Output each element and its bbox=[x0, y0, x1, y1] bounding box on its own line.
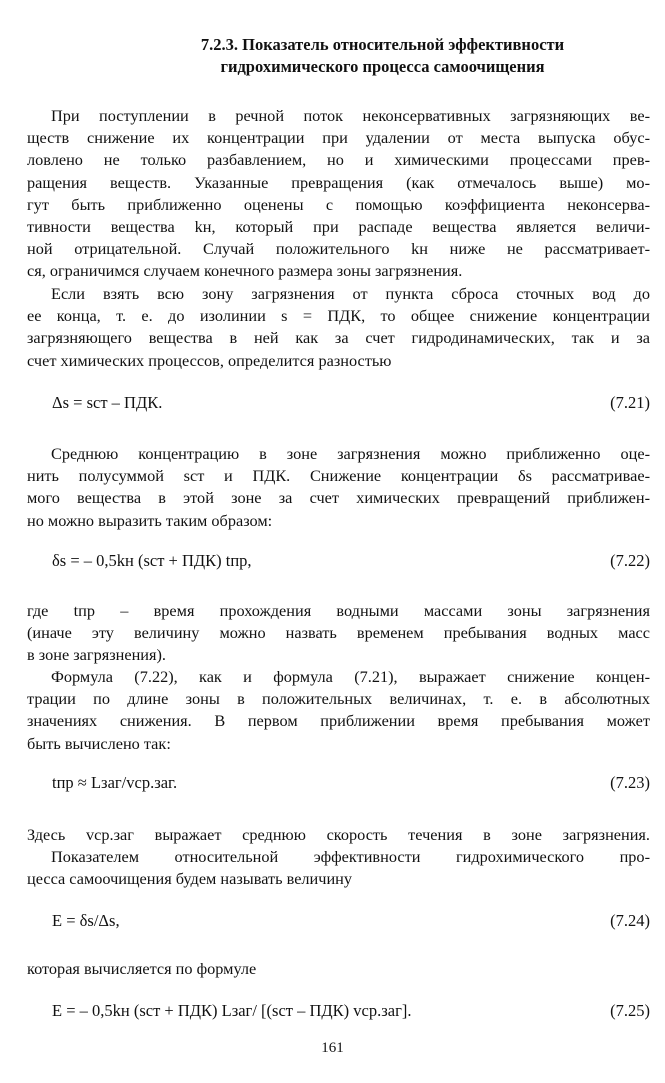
text-line: тивности вещества kн, который при распаде вещества является величи- bbox=[27, 216, 650, 236]
text-line: которая вычисляется по формуле bbox=[27, 959, 257, 978]
section-heading bbox=[120, 34, 645, 78]
equation-number: (7.21) bbox=[610, 393, 650, 412]
equation-7-21 bbox=[52, 390, 650, 416]
text-line: Здесь vср.заг выражает среднюю скорость течения в зоне загрязнения. bbox=[27, 825, 650, 844]
text-line: трации по длине зоны в положительных величинах, т. е. в абсолютных bbox=[27, 689, 650, 709]
paragraph-total-reduction bbox=[27, 283, 650, 372]
text-line: ловлено не только разбавлением, но и химическими процессами прев- bbox=[27, 150, 650, 170]
text-line: быть вычислено так: bbox=[27, 733, 171, 753]
text-line: (иначе эту величину можно назвать временем пребывания водных масс bbox=[27, 623, 650, 643]
text-line: но можно выразить таким образом: bbox=[27, 510, 273, 530]
equation-formula: Δs = sст – ПДК. bbox=[52, 393, 163, 412]
paragraph-efficiency-definition bbox=[27, 846, 650, 890]
text-line: цесса самоочищения будем называть величину bbox=[27, 869, 353, 889]
text-line: значениях снижения. В первом приближении время пребывания может bbox=[27, 711, 650, 731]
paragraph-mean-concentration bbox=[27, 443, 650, 532]
equation-7-23 bbox=[52, 770, 650, 796]
text-line: Если взять всю зону загрязнения от пункта сброса сточных вод до bbox=[51, 284, 650, 303]
equation-7-24 bbox=[52, 908, 650, 934]
text-line: мого вещества в этой зоне за счет химических превращений приближен- bbox=[27, 488, 650, 508]
text-line: в зоне загрязнения). bbox=[27, 645, 166, 665]
text-line: где tпр – время прохождения водными массами зоны загрязнения bbox=[27, 601, 650, 620]
text-line: загрязняющего вещества в ней как за счет гидродинамических, так и за bbox=[27, 328, 650, 348]
text-line: ществ снижение их концентрации при удалении от места выпуска обус- bbox=[27, 128, 650, 148]
section-heading-line-1: 7.2.3. Показатель относительной эффективности bbox=[200, 35, 565, 54]
page-number: 161 bbox=[321, 1040, 344, 1056]
equation-number: (7.23) bbox=[610, 773, 650, 792]
text-line: гут быть приближенно оценены с помощью коэффициента неконсерва- bbox=[27, 194, 650, 214]
paragraph-formula-comparison bbox=[27, 666, 650, 755]
equation-formula: Е = δs/Δs, bbox=[52, 911, 120, 930]
text-line: счет химических процессов, определится разностью bbox=[27, 350, 392, 370]
text-line: При поступлении в речной поток неконсервативных загрязняющих ве- bbox=[51, 106, 650, 125]
paragraph-residence-time bbox=[27, 600, 650, 667]
text-line: ся, ограничимся случаем конечного размера зоны загрязнения. bbox=[27, 261, 463, 281]
equation-formula: Е = – 0,5kн (sст + ПДК) Lзаг/ [(sст – ПДК) vср.заг]. bbox=[52, 1001, 412, 1020]
text-line: ее конца, т. е. до изолинии s = ПДК, то общее снижение концентрации bbox=[27, 306, 650, 326]
text-line: Показателем относительной эффективности гидрохимического про- bbox=[51, 847, 650, 866]
paragraph-mean-velocity bbox=[27, 824, 650, 846]
equation-7-25 bbox=[52, 998, 650, 1024]
equation-formula: tпр ≈ Lзаг/vср.заг. bbox=[52, 773, 178, 792]
text-line: Формула (7.22), как и формула (7.21), выражает снижение концен- bbox=[51, 667, 650, 686]
equation-number: (7.22) bbox=[610, 551, 650, 570]
equation-number: (7.24) bbox=[610, 911, 650, 930]
equation-number: (7.25) bbox=[610, 1001, 650, 1020]
text-line: Среднюю концентрацию в зоне загрязнения можно приближенно оце- bbox=[51, 444, 650, 463]
paragraph-computed-by bbox=[27, 958, 650, 980]
paragraph-intro bbox=[27, 105, 650, 283]
equation-7-22 bbox=[52, 548, 650, 574]
text-line: ной отрицательной. Случай положительного kн ниже не рассматривает- bbox=[27, 239, 650, 259]
text-line: нить полусуммой sст и ПДК. Снижение концентрации δs рассматривае- bbox=[27, 466, 650, 486]
text-line: ращения веществ. Указанные превращения (как отмечалось выше) мо- bbox=[27, 172, 650, 192]
section-heading-line-2: гидрохимического процесса самоочищения bbox=[220, 57, 545, 76]
equation-formula: δs = – 0,5kн (sст + ПДК) tпр, bbox=[52, 551, 252, 570]
